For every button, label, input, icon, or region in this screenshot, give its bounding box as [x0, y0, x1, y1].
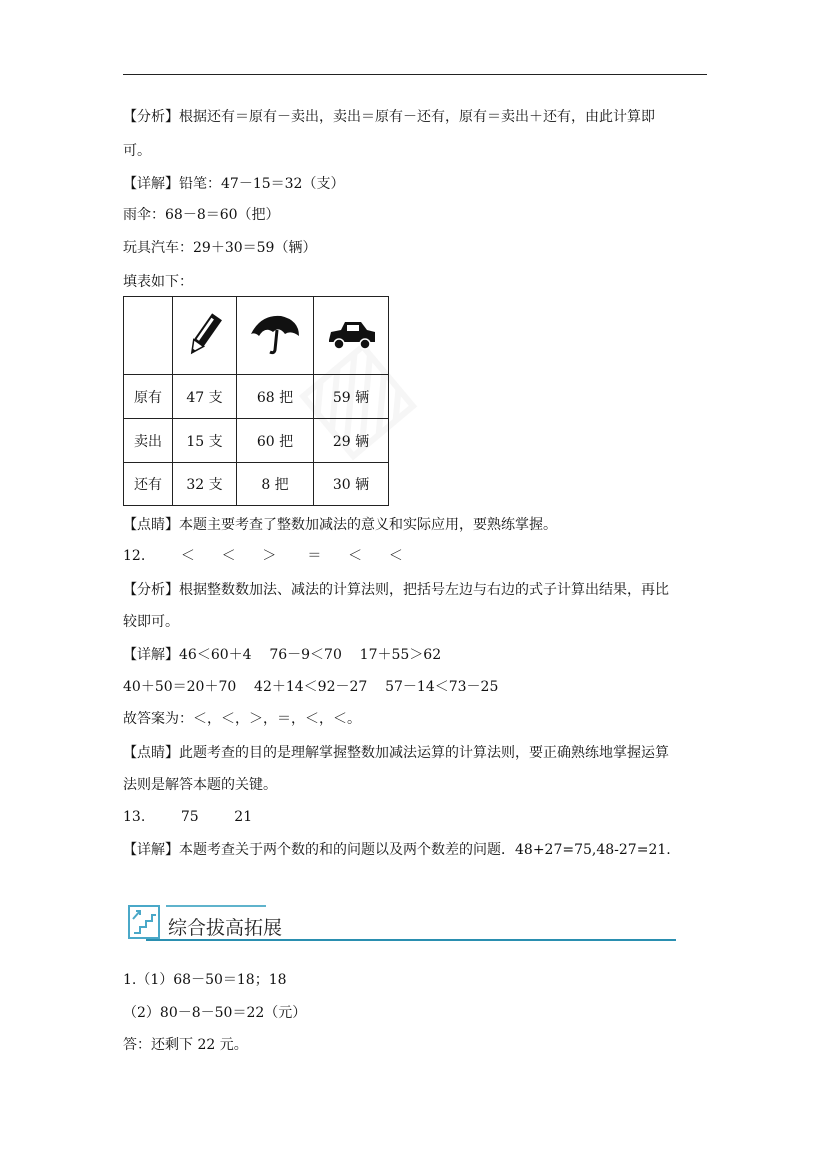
- table-cell: 32 支: [173, 463, 237, 506]
- text-line: 法则是解答本题的关键。: [123, 777, 277, 793]
- text-line: （2）80－8－50＝22（元）: [123, 1005, 307, 1021]
- text-line: 填表如下：: [123, 274, 193, 290]
- table-cell: 29 辆: [314, 419, 389, 463]
- stairs-icon: [128, 905, 160, 939]
- section-header: [128, 905, 678, 945]
- row-label: 卖出: [124, 419, 173, 463]
- text-line: 故答案为：＜，＜，＞，＝，＜，＜。: [123, 711, 361, 727]
- table-cell: 15 支: [173, 419, 237, 463]
- table-row: [124, 419, 389, 463]
- text-line: 【分析】根据整数数加法、减法的计算法则，把括号左边与右边的式子计算出结果，再比: [123, 582, 669, 598]
- table-row: [124, 375, 389, 419]
- fill-table: [123, 296, 389, 506]
- text-line: 【点睛】此题考查的目的是理解掌握整数加减法运算的计算法则，要正确熟练地掌握运算: [123, 745, 669, 761]
- table-cell: 30 辆: [314, 463, 389, 506]
- table-cell: 68 把: [237, 375, 314, 419]
- umbrella-icon: [237, 297, 314, 375]
- empty-cell: [124, 297, 173, 375]
- text-line: 40＋50＝20＋70 42＋14＜92－27 57－14＜73－25: [123, 679, 499, 695]
- table-cell: 60 把: [237, 419, 314, 463]
- header-underline: [146, 939, 676, 941]
- text-line: 1.（1）68－50＝18；18: [123, 972, 287, 988]
- text-line: 12. ＜ ＜ ＞ ＝ ＜ ＜: [123, 548, 403, 564]
- text-line: 玩具汽车：29＋30＝59（辆）: [123, 240, 317, 256]
- table-cell: 47 支: [173, 375, 237, 419]
- row-label: 还有: [124, 463, 173, 506]
- text-line: 【详解】本题考查关于两个数的和的问题以及两个数差的问题．48+27=75,48-27=21.: [123, 842, 671, 858]
- header-accent: [166, 905, 266, 907]
- text-line: 可。: [123, 143, 151, 159]
- text-line: 较即可。: [123, 614, 179, 630]
- table-cell: 8 把: [237, 463, 314, 506]
- text-line: 【详解】46＜60＋4 76－9＜70 17＋55＞62: [123, 647, 442, 663]
- header-rule: [123, 74, 707, 75]
- text-line: 答：还剩下 22 元。: [123, 1037, 248, 1053]
- car-icon: [314, 297, 389, 375]
- text-line: 【详解】铅笔：47－15＝32（支）: [123, 176, 345, 192]
- pencil-icon: [173, 297, 237, 375]
- text-line: 【分析】根据还有＝原有－卖出，卖出＝原有－还有，原有＝卖出＋还有，由此计算即: [123, 109, 655, 125]
- row-label: 原有: [124, 375, 173, 419]
- section-title: 综合拔高拓展: [168, 917, 283, 939]
- text-line: 13. 75 21: [123, 809, 253, 825]
- table-row: [124, 463, 389, 506]
- text-line: 雨伞：68－8＝60（把）: [123, 207, 280, 223]
- text-line: 【点睛】本题主要考查了整数加减法的意义和实际应用，要熟练掌握。: [123, 517, 557, 533]
- table-cell: 59 辆: [314, 375, 389, 419]
